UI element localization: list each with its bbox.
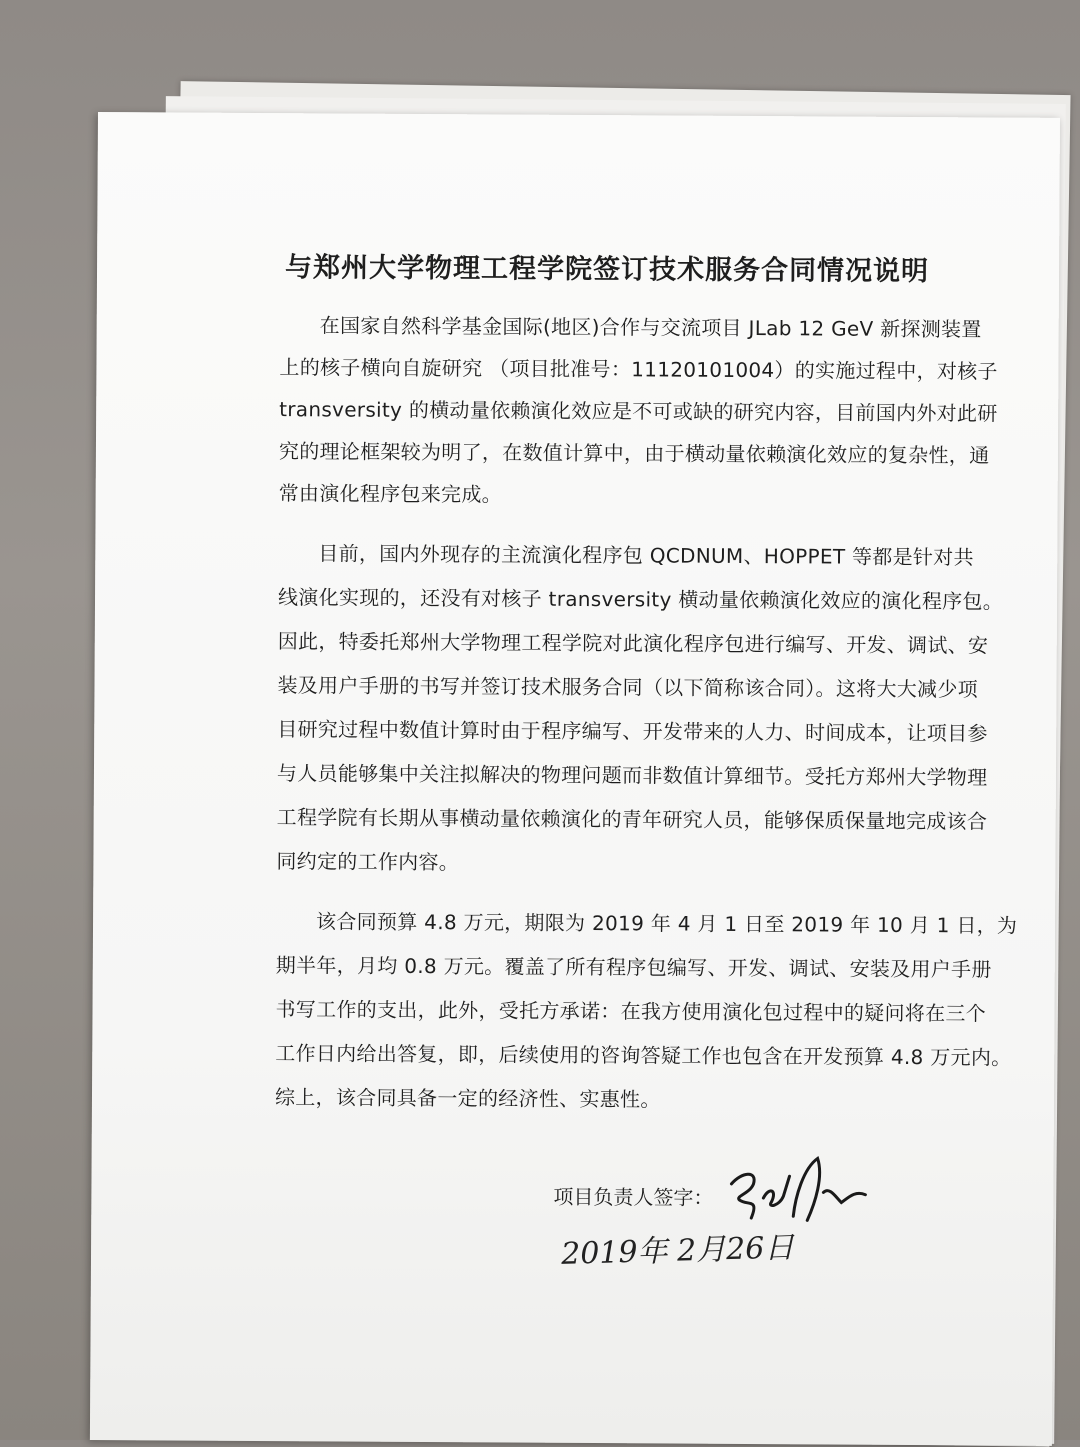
- document-title: 与郑州大学物理工程学院签订技术服务合同情况说明: [284, 252, 930, 288]
- paragraph-line: 目研究过程中数值计算时由于程序编写、开发带来的人力、时间成本，让项目参: [277, 717, 988, 746]
- paragraph-line: 期半年，月均 0.8 万元。覆盖了所有程序包编写、开发、调试、安装及用户手册: [275, 953, 992, 982]
- handwritten-signature: [723, 1146, 873, 1227]
- paragraph-line: 该合同预算 4.8 万元，期限为 2019 年 4 月 1 日至 2019 年 10 月 1 日，为: [315, 909, 1018, 938]
- paragraph-line: 在国家自然科学基金国际(地区)合作与交流项目 JLab 12 GeV 新探测装置: [319, 313, 982, 342]
- document-page: [90, 112, 1060, 1446]
- paragraph-line: 书写工作的支出，此外，受托方承诺：在我方使用演化包过程中的疑问将在三个: [275, 997, 987, 1026]
- handwritten-date: 2019年 2月26日: [560, 1230, 795, 1272]
- paragraph-line: transversity 的横动量依赖演化效应是不可或缺的研究内容，目前国内外对此研: [279, 397, 998, 426]
- paragraph-line: 综上，该合同具备一定的经济性、实惠性。: [274, 1085, 661, 1112]
- paragraph-line: 与人员能够集中关注拟解决的物理问题而非数值计算细节。受托方郑州大学物理: [276, 761, 988, 790]
- document-content: [90, 112, 1060, 1446]
- paragraph-line: 目前，国内外现存的主流演化程序包 QCDNUM、HOPPET 等都是针对共: [318, 541, 974, 570]
- signature-label: 项目负责人签字：: [553, 1184, 714, 1210]
- paragraph-line: 装及用户手册的书写并签订技术服务合同（以下简称该合同）。这将大大减少项: [277, 673, 979, 702]
- paragraph-line: 常由演化程序包来完成。: [278, 481, 503, 507]
- paragraph-line: 工作日内给出答复，即，后续使用的咨询答疑工作也包含在开发预算 4.8 万元内。: [275, 1041, 1012, 1070]
- paragraph-line: 究的理论框架较为明了，在数值计算中，由于横动量依赖演化效应的复杂性，通: [278, 439, 990, 468]
- paragraph-line: 同约定的工作内容。: [276, 849, 460, 875]
- paragraph-line: 因此，特委托郑州大学物理工程学院对此演化程序包进行编写、开发、调试、安: [277, 629, 989, 658]
- paragraph-line: 上的核子横向自旋研究 （项目批准号：11120101004）的实施过程中，对核子: [279, 355, 998, 384]
- paragraph-line: 线演化实现的，还没有对核子 transversity 横动量依赖演化效应的演化程序包。: [277, 585, 1004, 614]
- paragraph-line: 工程学院有长期从事横动量依赖演化的青年研究人员，能够保质保量地完成该合: [276, 805, 988, 834]
